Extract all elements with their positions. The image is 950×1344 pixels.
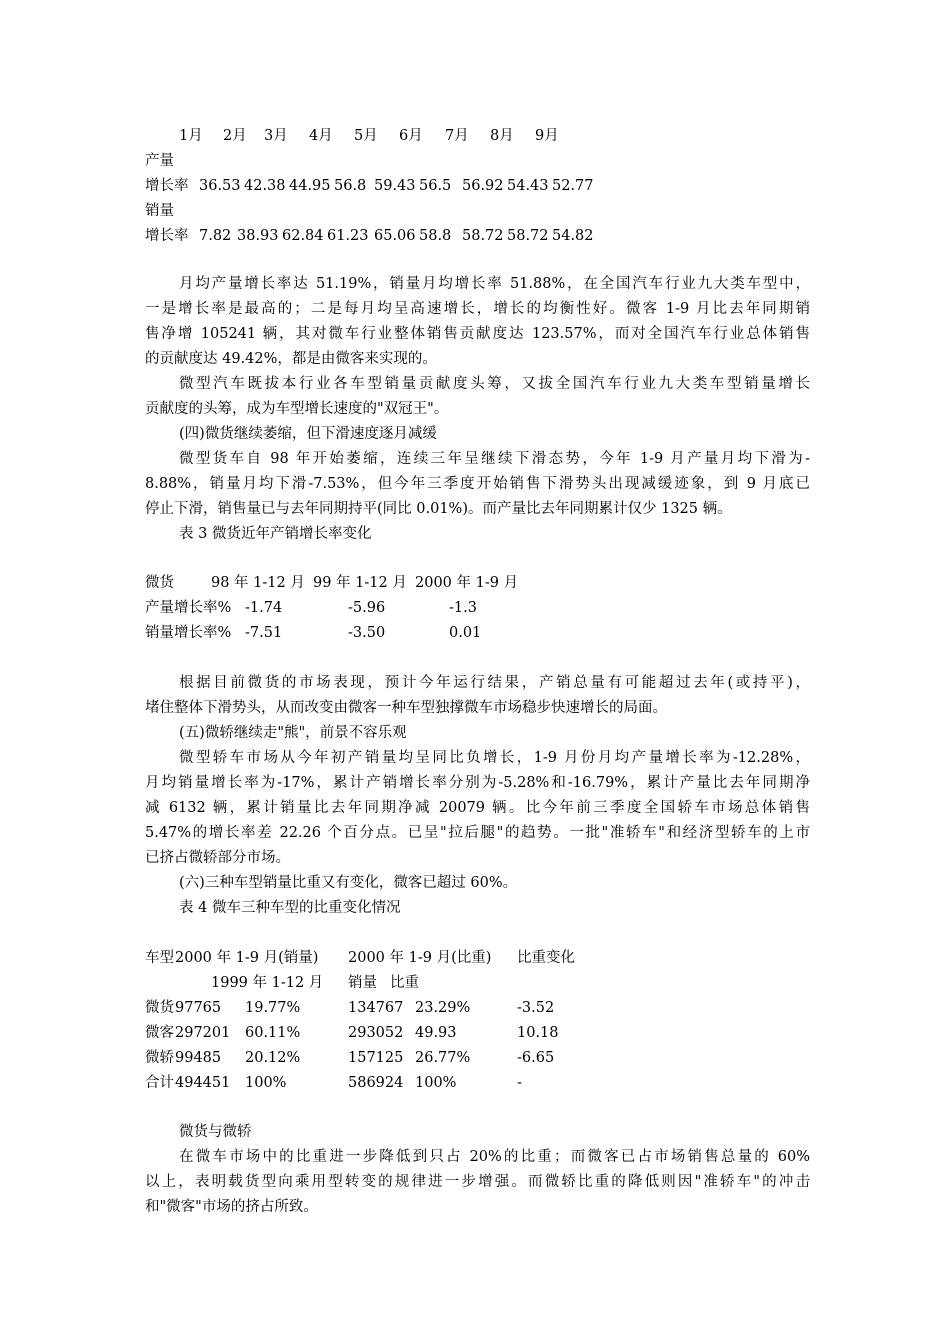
subheading: 微货与微轿 bbox=[179, 1124, 252, 1140]
table4-cell: 合计 bbox=[145, 1075, 174, 1091]
section-heading-5: (五)微轿继续走"熊"，前景不容乐观 bbox=[179, 725, 407, 741]
table4-cell: 微客 bbox=[145, 1025, 174, 1041]
table3-cell: -5.96 bbox=[348, 600, 386, 616]
month-2: 2月 bbox=[223, 128, 247, 144]
table4-cell: 293052 bbox=[348, 1025, 404, 1041]
cell: 38.93 bbox=[237, 228, 279, 244]
text-line: 根据目前微货的市场表现，预计今年运行结果，产销总量有可能超过去年(或持平)， bbox=[179, 675, 810, 691]
table4-cell: 26.77% bbox=[415, 1050, 471, 1066]
month-7: 7月 bbox=[445, 128, 469, 144]
text-line: 微型轿车市场从今年初产销量均呈同比负增长，1-9 月份月均产量增长率为-12.28%， bbox=[179, 750, 810, 766]
text-line: 月均销量增长率为-17%，累计产销增长率分别为-5.28%和-16.79%，累计产量比去年同期净 bbox=[145, 775, 810, 791]
table3-header-cell: 99 年 1-12 月 bbox=[313, 575, 407, 591]
text-line: 和"微客"市场的挤占所致。 bbox=[145, 1199, 318, 1215]
table4-subheader-cell: 1999 年 1-12 月 bbox=[211, 975, 324, 991]
cell: 54.82 bbox=[552, 228, 594, 244]
month-3: 3月 bbox=[264, 128, 288, 144]
table4-title: 表 4 微车三种车型的比重变化情况 bbox=[179, 900, 401, 916]
table4-cell: 60.11% bbox=[245, 1025, 301, 1041]
cell: 58.72 bbox=[507, 228, 549, 244]
table4-cell: -6.65 bbox=[517, 1050, 555, 1066]
table4-cell: 297201 bbox=[175, 1025, 231, 1041]
cell: 54.43 bbox=[507, 178, 549, 194]
section-heading-4: (四)微货继续萎缩，但下滑速度逐月减缓 bbox=[179, 426, 437, 442]
table3-row-label: 销量增长率% bbox=[145, 625, 232, 641]
month-8: 8月 bbox=[490, 128, 514, 144]
text-line: 售净增 105241 辆，其对微车行业整体销售贡献度达 123.57%，而对全国汽车行业总体销售 bbox=[145, 326, 810, 342]
table4-header-cell: 2000 年 1-9 月(比重) bbox=[348, 950, 492, 966]
text-line: 月均产量增长率达 51.19%，销量月均增长率 51.88%，在全国汽车行业九大类车型中， bbox=[179, 276, 810, 292]
month-6: 6月 bbox=[399, 128, 423, 144]
text-line: 停止下滑，销售量已与去年同期持平(同比 0.01%)。而产量比去年同期累计仅少 1325 辆。 bbox=[145, 501, 732, 517]
month-1: 1月 bbox=[179, 128, 203, 144]
table4-cell: - bbox=[517, 1075, 522, 1091]
row-label: 增长率 bbox=[145, 228, 189, 244]
month-4: 4月 bbox=[309, 128, 333, 144]
text-line: 微型货车自 98 年开始萎缩，连续三年呈继续下滑态势，今年 1-9 月产量月均下滑为- bbox=[179, 451, 810, 467]
cell: 7.82 bbox=[199, 228, 232, 244]
table3-header-cell: 2000 年 1-9 月 bbox=[415, 575, 519, 591]
table4-cell: 100% bbox=[245, 1075, 287, 1091]
text-line: 8.88%，销量月均下滑-7.53%，但今年三季度开始销售下滑势头出现减缓迹象，到 9 月底已 bbox=[145, 476, 810, 492]
table4-cell: 微轿 bbox=[145, 1050, 174, 1066]
table4-subheader-cell: 销量 bbox=[348, 975, 377, 991]
month-9: 9月 bbox=[535, 128, 559, 144]
table4-cell: 494451 bbox=[175, 1075, 231, 1091]
table3-row-label: 产量增长率% bbox=[145, 600, 232, 616]
table3-title: 表 3 微货近年产销增长率变化 bbox=[179, 526, 372, 542]
text-line: 的贡献度达 49.42%，都是由微客来实现的。 bbox=[145, 351, 437, 367]
table4-cell: 20.12% bbox=[245, 1050, 301, 1066]
row-label: 增长率 bbox=[145, 178, 189, 194]
text-line: 以上，表明载货型向乘用型转变的规律进一步增强。而微轿比重的降低则因"准轿车"的冲击 bbox=[145, 1174, 810, 1190]
table3-cell: -1.74 bbox=[245, 600, 283, 616]
table3-cell: -3.50 bbox=[348, 625, 386, 641]
cell: 56.92 bbox=[462, 178, 504, 194]
table4-cell: 99485 bbox=[175, 1050, 222, 1066]
text-line: 已挤占微轿部分市场。 bbox=[145, 850, 290, 866]
text-line: 贡献度的头筹，成为车型增长速度的"双冠王"。 bbox=[145, 401, 449, 417]
table3-header-cell: 微货 bbox=[145, 575, 174, 591]
table4-header-cell: 2000 年 1-9 月(销量) bbox=[175, 950, 319, 966]
table4-header-cell: 车型 bbox=[145, 950, 174, 966]
table3-header-cell: 98 年 1-12 月 bbox=[211, 575, 305, 591]
table4-cell: 微货 bbox=[145, 1000, 174, 1016]
section-heading-6: (六)三种车型销量比重又有变化，微客已超过 60%。 bbox=[179, 875, 518, 891]
text-line: 减 6132 辆，累计销量比去年同期净减 20079 辆。比今年前三季度全国轿车市场总体销售 bbox=[145, 800, 810, 816]
production-label: 产量 bbox=[145, 153, 174, 169]
cell: 62.84 bbox=[282, 228, 324, 244]
cell: 61.23 bbox=[327, 228, 369, 244]
cell: 58.72 bbox=[462, 228, 504, 244]
table4-cell: -3.52 bbox=[517, 1000, 555, 1016]
table4-header-cell: 比重变化 bbox=[517, 950, 575, 966]
table4-cell: 134767 bbox=[348, 1000, 404, 1016]
table4-subheader-cell: 比重 bbox=[390, 975, 419, 991]
table4-cell: 49.93 bbox=[415, 1025, 457, 1041]
cell: 65.06 bbox=[374, 228, 416, 244]
text-line: 一是增长率是最高的；二是每月均呈高速增长，增长的均衡性好。微客 1-9 月比去年同期销 bbox=[145, 301, 810, 317]
table4-cell: 10.18 bbox=[517, 1025, 559, 1041]
cell: 44.95 bbox=[289, 178, 331, 194]
cell: 52.77 bbox=[552, 178, 594, 194]
table4-cell: 23.29% bbox=[415, 1000, 471, 1016]
table4-cell: 586924 bbox=[348, 1075, 404, 1091]
text-line: 堵住整体下滑势头，从而改变由微客一种车型独撑微车市场稳步快速增长的局面。 bbox=[145, 700, 667, 716]
table3-cell: -1.3 bbox=[449, 600, 477, 616]
table4-cell: 97765 bbox=[175, 1000, 222, 1016]
cell: 56.5 bbox=[419, 178, 452, 194]
table3-cell: -7.51 bbox=[245, 625, 283, 641]
sales-label: 销量 bbox=[145, 203, 174, 219]
text-line: 微型汽车既拔本行业各车型销量贡献度头筹，又拔全国汽车行业九大类车型销量增长 bbox=[179, 376, 810, 392]
table3-cell: 0.01 bbox=[449, 625, 482, 641]
cell: 56.8 bbox=[334, 178, 367, 194]
cell: 58.8 bbox=[419, 228, 452, 244]
text-line: 在微车市场中的比重进一步降低到只占 20%的比重；而微客已占市场销售总量的 60% bbox=[179, 1149, 810, 1165]
table4-cell: 157125 bbox=[348, 1050, 404, 1066]
text-line: 5.47%的增长率差 22.26 个百分点。已呈"拉后腿"的趋势。一批"准轿车"和经济型轿车的上市 bbox=[145, 825, 810, 841]
table4-cell: 100% bbox=[415, 1075, 457, 1091]
table4-cell: 19.77% bbox=[245, 1000, 301, 1016]
cell: 42.38 bbox=[244, 178, 286, 194]
cell: 59.43 bbox=[374, 178, 416, 194]
cell: 36.53 bbox=[199, 178, 241, 194]
month-5: 5月 bbox=[354, 128, 378, 144]
